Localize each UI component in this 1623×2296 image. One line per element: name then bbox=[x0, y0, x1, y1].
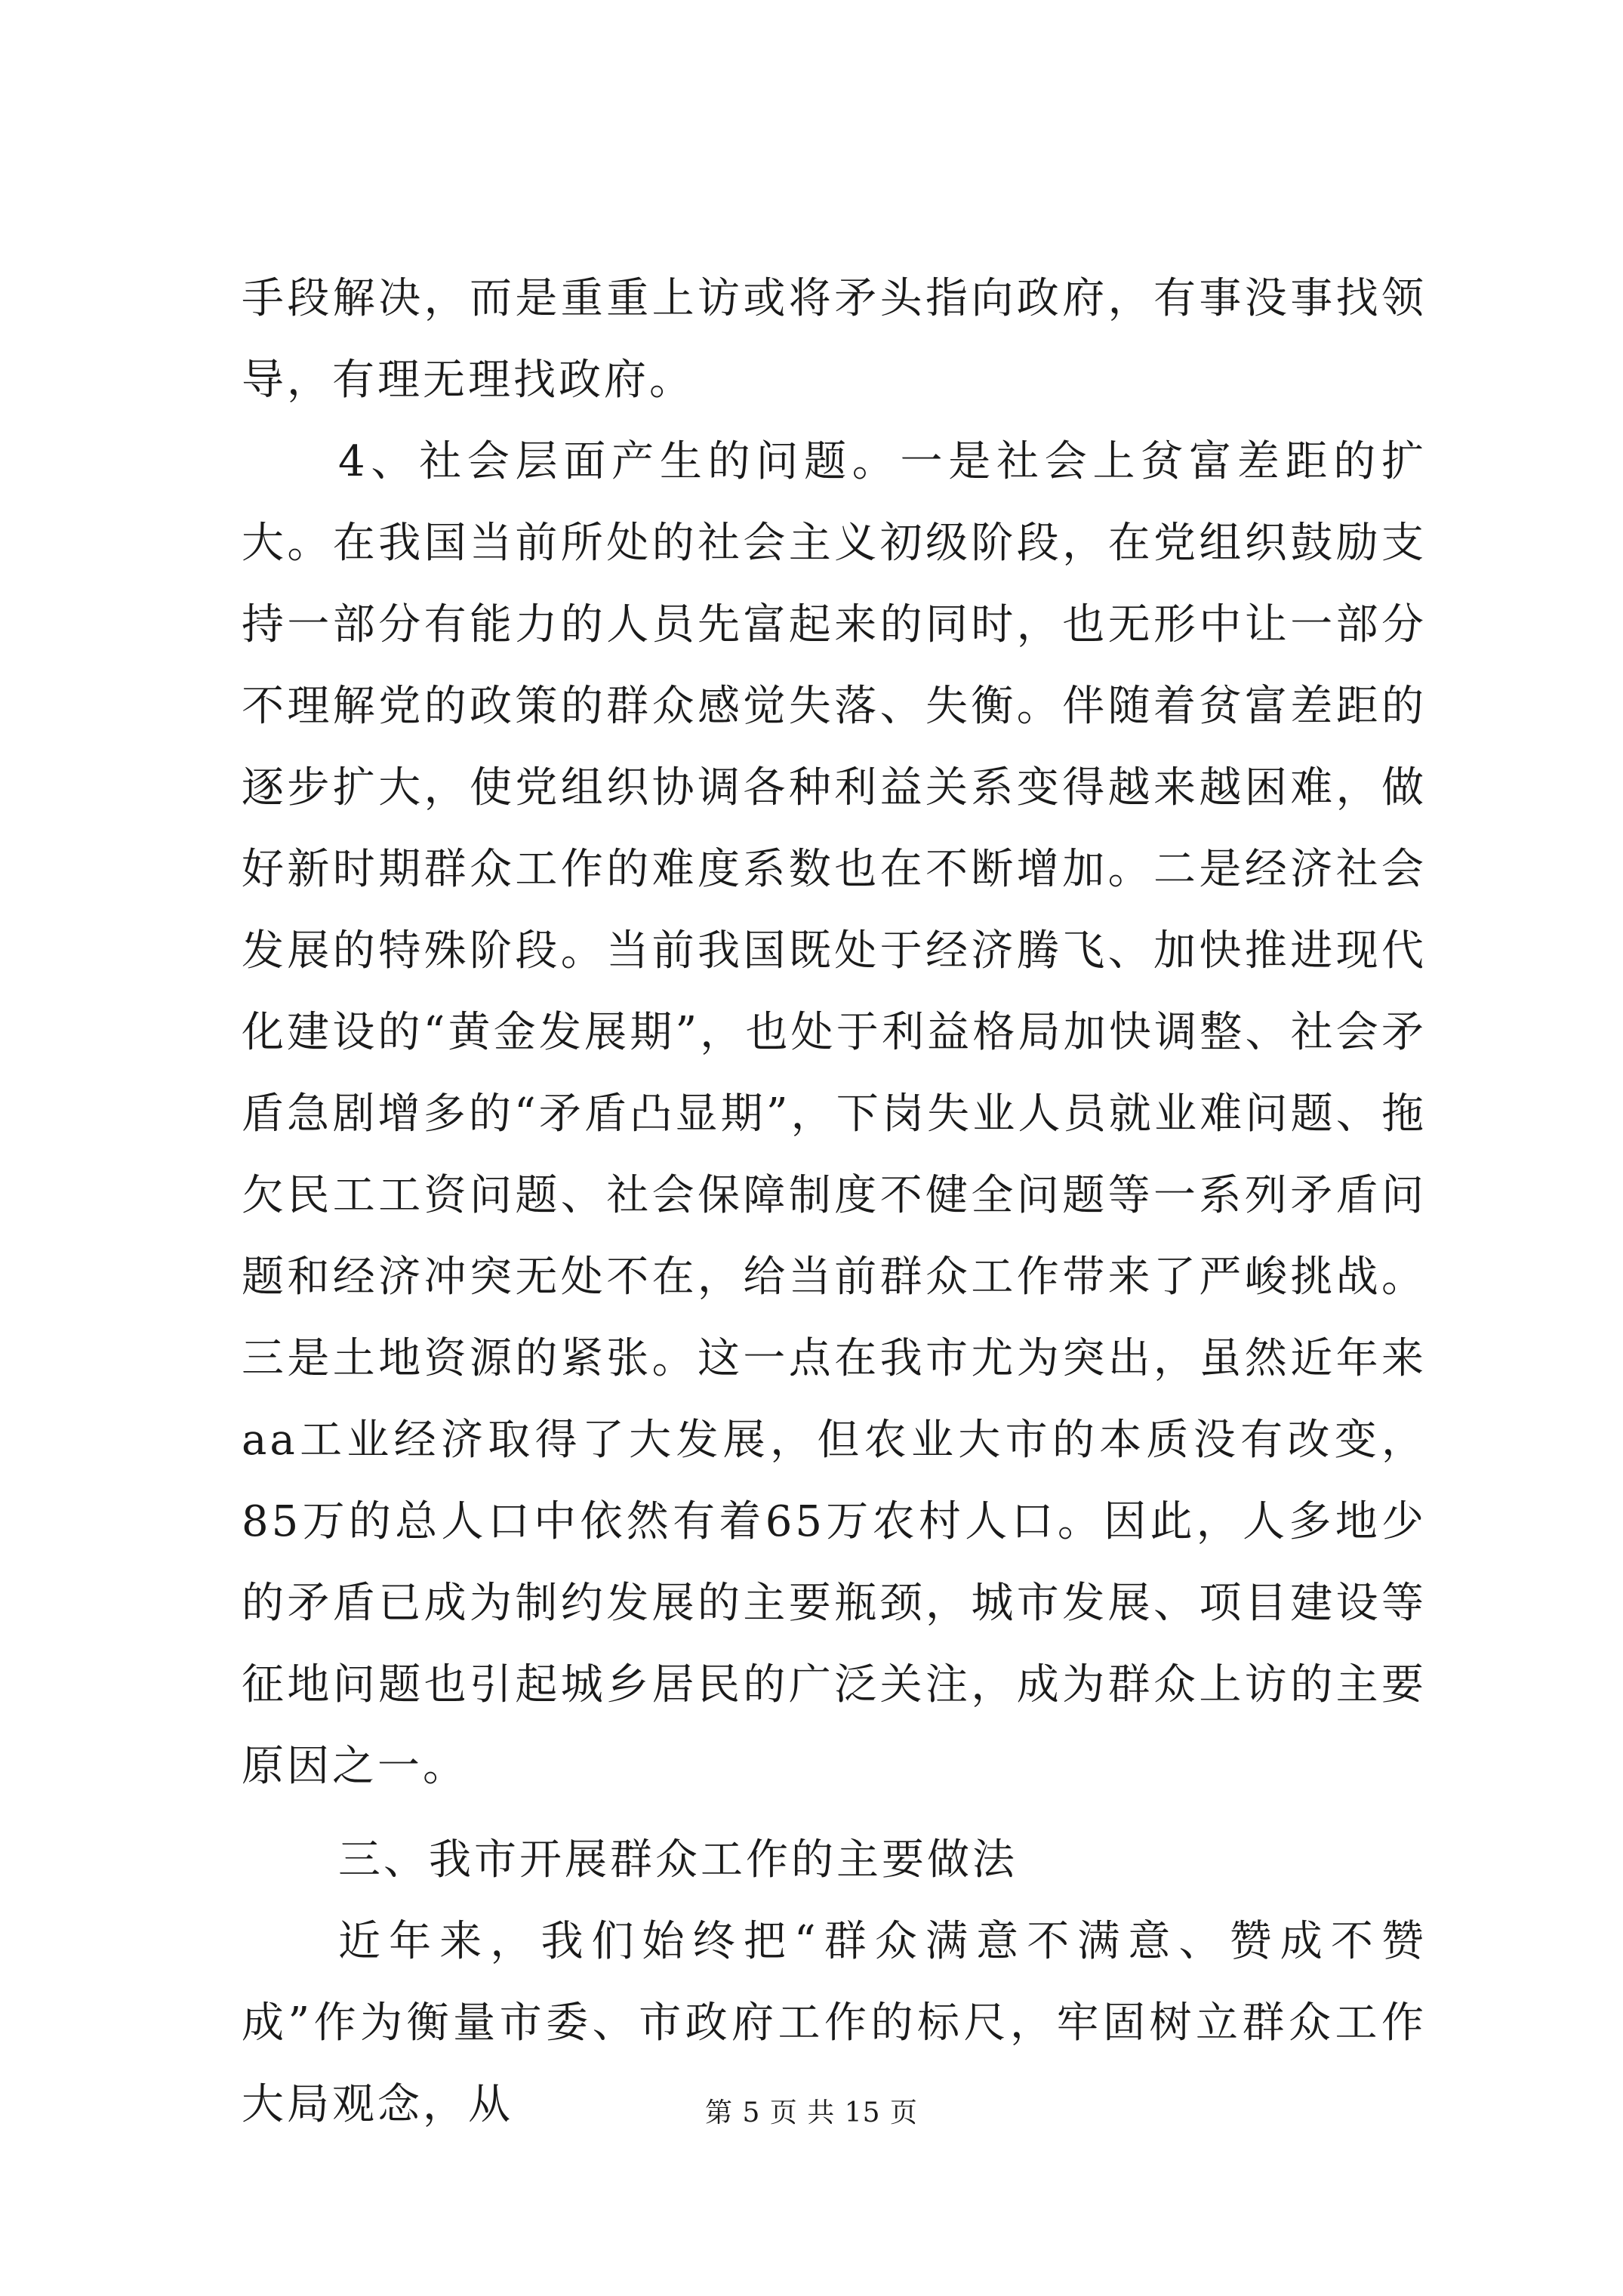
paragraph-social-issues: 4、社会层面产生的问题。一是社会上贫富差距的扩大。在我国当前所处的社会主义初级阶段，在党组织鼓励支持一部分有能力的人员先富起来的同时，也无形中让一部分不理解党的政策的群众感觉失落、失衡。伴随着贫富差距的逐步扩大，使党组织协调各种利益关系变得越来越困难，做好新时期群众工作的难度系数也在不断增加。二是经济社会发展的特殊阶段。当前我国既处于经济腾飞、加快推进现代化建设的“黄金发展期”，也处于利益格局加快调整、社会矛盾急剧增多的“矛盾凸显期”，下岗失业人员就业难问题、拖欠民工工资问题、社会保障制度不健全问题等一系列矛盾问题和经济冲突无处不在，给当前群众工作带来了严峻挑战。三是土地资源的紧张。这一点在我市尤为突出，虽然近年来aa工业经济取得了大发展，但农业大市的本质没有改变，85万的总人口中依然有着65万农村人口。因此，人多地少的矛盾已成为制约发展的主要瓶颈，城市发展、项目建设等征地问题也引起城乡居民的广泛关注，成为群众上访的主要原因之一。 bbox=[242, 437, 1427, 1791]
document-body bbox=[242, 258, 1427, 2146]
page-number-footer: 第 5 页 共 15 页 bbox=[705, 2097, 918, 2128]
paragraph-continuation: 手段解决，而是重重上访或将矛头指向政府，有事没事找领导，有理无理找政府。 bbox=[242, 274, 1427, 405]
paragraph-practice-intro: 近年来，我们始终把“群众满意不满意、赞成不赞成”作为衡量市委、市政府工作的标尺，牢固树立群众工作大局观念，从 bbox=[242, 1917, 1427, 2129]
section-heading: 三、我市开展群众工作的主要做法 bbox=[338, 1835, 1018, 1885]
